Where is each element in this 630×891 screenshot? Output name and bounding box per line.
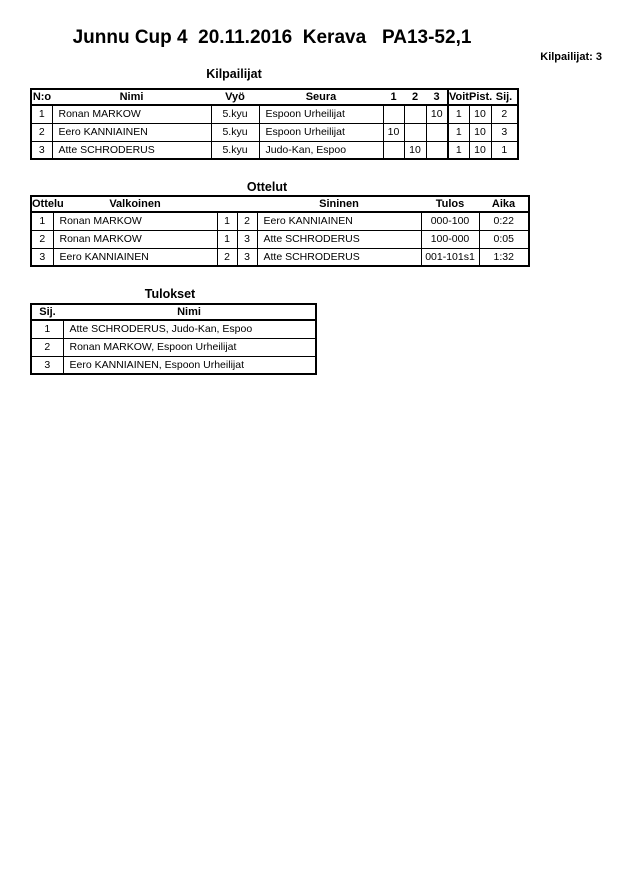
column-header-ottelu: Ottelu xyxy=(32,198,64,210)
column-header-2: 2 xyxy=(404,89,426,105)
cell-time: 0:22 xyxy=(479,212,529,230)
cell-sij: 2 xyxy=(491,105,518,123)
column-header-sij: Sij. xyxy=(491,89,518,105)
column-header-vyo: Vyö xyxy=(211,89,259,105)
cell-time: 0:05 xyxy=(479,230,529,248)
cell-seura: Judo-Kan, Espoo xyxy=(259,141,383,159)
column-header-pist: Pist. xyxy=(469,91,493,103)
cell-white-no: 2 xyxy=(217,248,237,266)
column-header-tulos: Tulos xyxy=(421,196,479,212)
cell-result: 001-101s1 xyxy=(421,248,479,266)
cell-voit: 1 xyxy=(448,123,469,141)
cell-competitor: Atte SCHRODERUS, Judo-Kan, Espoo xyxy=(63,320,316,338)
cell-seura: Espoon Urheilijat xyxy=(259,123,383,141)
matches-header-row xyxy=(31,196,529,212)
column-header-nimi: Nimi xyxy=(52,89,211,105)
table-row xyxy=(31,141,518,159)
cell-no: 3 xyxy=(31,141,52,159)
cell-match-no: 2 xyxy=(31,230,53,248)
cell-blue-no: 2 xyxy=(237,212,257,230)
cell-match3: 10 xyxy=(426,105,448,123)
cell-match2 xyxy=(404,105,426,123)
table-row xyxy=(31,230,529,248)
cell-match1: 10 xyxy=(383,123,404,141)
cell-voit: 1 xyxy=(448,105,469,123)
cell-result: 000-100 xyxy=(421,212,479,230)
cell-white-no: 1 xyxy=(217,230,237,248)
standings-table xyxy=(30,303,317,375)
cell-pist: 10 xyxy=(469,105,491,123)
table-row xyxy=(31,212,529,230)
cell-match1 xyxy=(383,105,404,123)
cell-pist: 10 xyxy=(469,123,491,141)
cell-sij: 3 xyxy=(491,123,518,141)
cell-result: 100-000 xyxy=(421,230,479,248)
cell-no: 1 xyxy=(31,105,52,123)
cell-vyo: 5.kyu xyxy=(211,123,259,141)
cell-blue-no: 3 xyxy=(237,230,257,248)
cell-match-no: 3 xyxy=(31,248,53,266)
cell-competitor: Ronan MARKOW, Espoon Urheilijat xyxy=(63,338,316,356)
column-header-sininen: Sininen xyxy=(257,196,421,212)
cell-vyo: 5.kyu xyxy=(211,141,259,159)
cell-voit: 1 xyxy=(448,141,469,159)
table-row xyxy=(31,356,316,374)
cell-pist: 10 xyxy=(469,141,491,159)
table-row xyxy=(31,105,518,123)
column-header-nimi: Nimi xyxy=(63,304,316,320)
cell-white-no: 1 xyxy=(217,212,237,230)
cell-sij: 1 xyxy=(491,141,518,159)
column-header-seura: Seura xyxy=(259,89,383,105)
cell-match2: 10 xyxy=(404,141,426,159)
cell-blue-name: Atte SCHRODERUS xyxy=(257,248,421,266)
cell-competitor: Eero KANNIAINEN, Espoon Urheilijat xyxy=(63,356,316,374)
cell-match3 xyxy=(426,123,448,141)
cell-white-name: Ronan MARKOW xyxy=(53,230,217,248)
cell-match3 xyxy=(426,141,448,159)
cell-match-no: 1 xyxy=(31,212,53,230)
cell-rank: 2 xyxy=(31,338,63,356)
cell-seura: Espoon Urheilijat xyxy=(259,105,383,123)
column-header-sij: Sij. xyxy=(31,304,63,320)
cell-vyo: 5.kyu xyxy=(211,105,259,123)
column-header-3: 3 xyxy=(426,89,448,105)
cell-match2 xyxy=(404,123,426,141)
matches-table xyxy=(30,195,530,267)
cell-nimi: Ronan MARKOW xyxy=(52,105,211,123)
cell-nimi: Eero KANNIAINEN xyxy=(52,123,211,141)
cell-white-name: Eero KANNIAINEN xyxy=(53,248,217,266)
cell-rank: 1 xyxy=(31,320,63,338)
cell-blue-name: Atte SCHRODERUS xyxy=(257,230,421,248)
cell-blue-no: 3 xyxy=(237,248,257,266)
cell-match1 xyxy=(383,141,404,159)
column-header-no: N:o xyxy=(32,91,52,103)
section-title-kilpailijat: Kilpailijat xyxy=(206,67,262,81)
competitors-table xyxy=(30,88,519,160)
cell-no: 2 xyxy=(31,123,52,141)
cell-rank: 3 xyxy=(31,356,63,374)
cell-nimi: Atte SCHRODERUS xyxy=(52,141,211,159)
column-header-blue-no xyxy=(237,196,257,212)
table-row xyxy=(31,338,316,356)
column-header-white-no xyxy=(217,196,237,212)
column-header-aika: Aika xyxy=(479,196,529,212)
page-title: Junnu Cup 4 20.11.2016 Kerava PA13-52,1 xyxy=(72,27,472,48)
section-title-ottelut: Ottelut xyxy=(246,180,288,194)
table-row xyxy=(31,248,529,266)
competitors-count: Kilpailijat: 3 xyxy=(540,51,602,63)
column-header-1: 1 xyxy=(383,89,404,105)
table-row xyxy=(31,123,518,141)
section-title-tulokset: Tulokset xyxy=(144,287,196,301)
column-header-valkoinen: Valkoinen xyxy=(53,196,217,212)
table-row xyxy=(31,320,316,338)
cell-blue-name: Eero KANNIAINEN xyxy=(257,212,421,230)
cell-time: 1:32 xyxy=(479,248,529,266)
column-header-voit: Voit. xyxy=(449,91,473,103)
competitors-header-row xyxy=(31,89,518,105)
standings-header-row xyxy=(31,304,316,320)
cell-white-name: Ronan MARKOW xyxy=(53,212,217,230)
